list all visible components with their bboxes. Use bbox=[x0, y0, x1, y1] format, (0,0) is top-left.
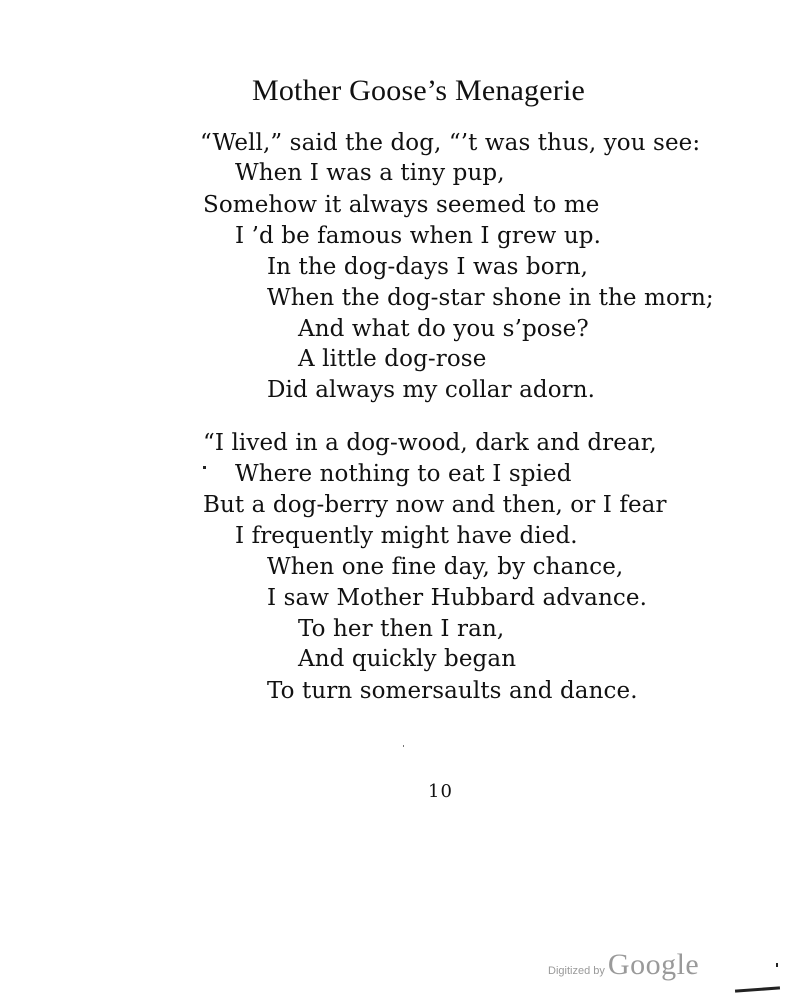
poem-line: I saw Mother Hubbard advance. bbox=[267, 585, 647, 611]
poem-line: When the dog-star shone in the morn; bbox=[267, 285, 714, 311]
print-speck bbox=[776, 963, 778, 967]
poem-line: Somehow it always seemed to me bbox=[203, 192, 600, 218]
poem-line: I ’d be famous when I grew up. bbox=[235, 223, 602, 249]
poem-line: And what do you s’pose? bbox=[298, 316, 589, 342]
google-wordmark: Google bbox=[607, 948, 700, 981]
poem-line: But a dog-berry now and then, or I fear bbox=[203, 492, 667, 518]
digitized-prefix: Digitized by bbox=[548, 965, 608, 977]
poem-line: To turn somersaults and dance. bbox=[267, 678, 638, 704]
poem-line: Did always my collar adorn. bbox=[267, 377, 596, 403]
poem-line: In the dog-days I was born, bbox=[267, 254, 589, 280]
poem-line: Where nothing to eat I spied bbox=[235, 461, 572, 487]
poem-line: To her then I ran, bbox=[298, 616, 505, 642]
poem-line: I frequently might have died. bbox=[235, 523, 578, 549]
print-speck bbox=[203, 466, 206, 469]
page-title: Mother Goose’s Menagerie bbox=[251, 74, 586, 107]
print-speck bbox=[403, 745, 404, 747]
poem-line: When I was a tiny pup, bbox=[235, 160, 505, 186]
poem-line: And quickly began bbox=[298, 646, 517, 672]
poem-line: “I lived in a dog-wood, dark and drear, bbox=[203, 430, 657, 456]
digitized-watermark bbox=[548, 948, 699, 982]
poem-line: A little dog-rose bbox=[298, 346, 487, 372]
poem-line: When one fine day, by chance, bbox=[267, 554, 624, 580]
page-number: 10 bbox=[428, 781, 453, 802]
poem-line: “Well,” said the dog, “’t was thus, you see: bbox=[200, 130, 701, 156]
scan-edge-mark bbox=[735, 986, 780, 992]
